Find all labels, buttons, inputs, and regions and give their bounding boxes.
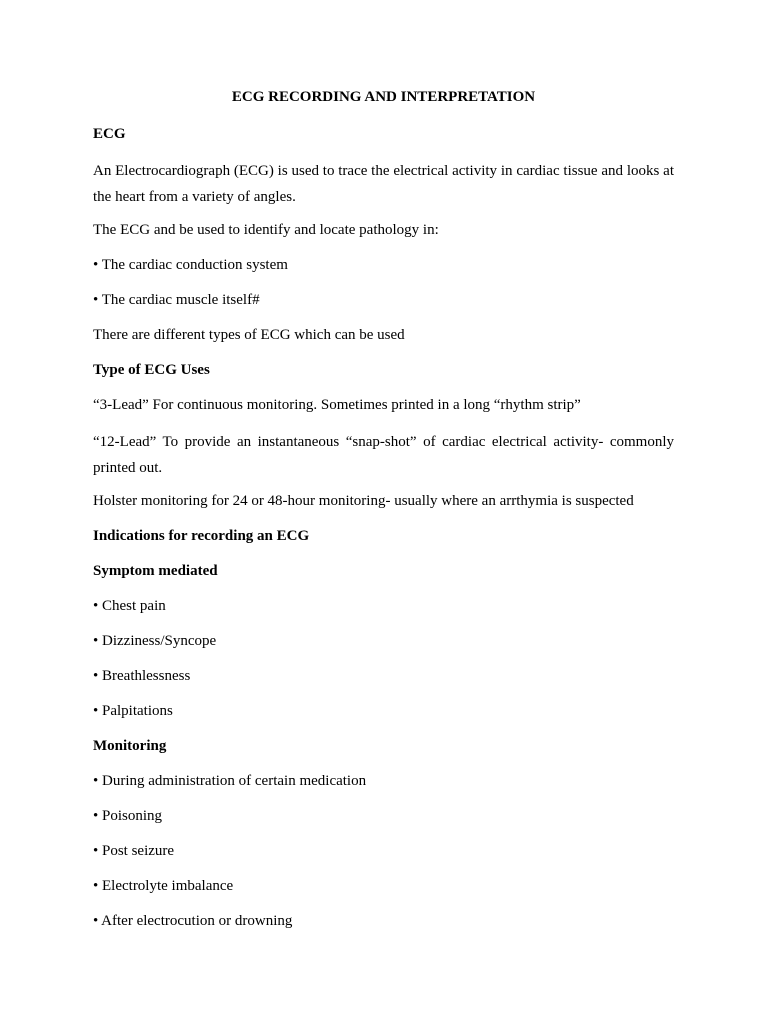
heading-indications: Indications for recording an ECG	[93, 528, 310, 544]
bullet-breathlessness: • Breathlessness	[93, 668, 191, 684]
bullet-conduction-system: • The cardiac conduction system	[93, 257, 288, 273]
bullet-medication: • During administration of certain medication	[93, 773, 367, 789]
bullet-dizziness: • Dizziness/Syncope	[93, 633, 217, 649]
paragraph-ecg-intro: An Electrocardiograph (ECG) is used to trace the electrical activity in cardiac tissue and looks at the heart from a variety of angles.	[93, 163, 674, 205]
paragraph-holster: Holster monitoring for 24 or 48-hour monitoring- usually where an arrthymia is suspected	[93, 493, 634, 509]
heading-monitoring: Monitoring	[93, 738, 167, 754]
paragraph-12-lead: “12-Lead” To provide an instantaneous “snap-shot” of cardiac electrical activity- commonly printed out.	[93, 434, 674, 476]
bullet-electrolyte: • Electrolyte imbalance	[93, 878, 234, 894]
heading-symptom-mediated: Symptom mediated	[93, 563, 218, 579]
bullet-palpitations: • Palpitations	[93, 703, 173, 719]
bullet-cardiac-muscle: • The cardiac muscle itself#	[93, 292, 260, 308]
bullet-electrocution: • After electrocution or drowning	[93, 913, 293, 929]
heading-ecg: ECG	[93, 126, 126, 142]
bullet-chest-pain: • Chest pain	[93, 598, 166, 614]
bullet-post-seizure: • Post seizure	[93, 843, 175, 859]
document-page	[93, 86, 674, 945]
paragraph-pathology: The ECG and be used to identify and locate pathology in:	[93, 222, 439, 238]
document-title: ECG RECORDING AND INTERPRETATION	[231, 89, 536, 105]
paragraph-types: There are different types of ECG which can be used	[93, 327, 405, 343]
bullet-poisoning: • Poisoning	[93, 808, 163, 824]
paragraph-3-lead: “3-Lead” For continuous monitoring. Sometimes printed in a long “rhythm strip”	[93, 397, 581, 413]
heading-type-of-ecg-uses: Type of ECG Uses	[93, 362, 210, 378]
